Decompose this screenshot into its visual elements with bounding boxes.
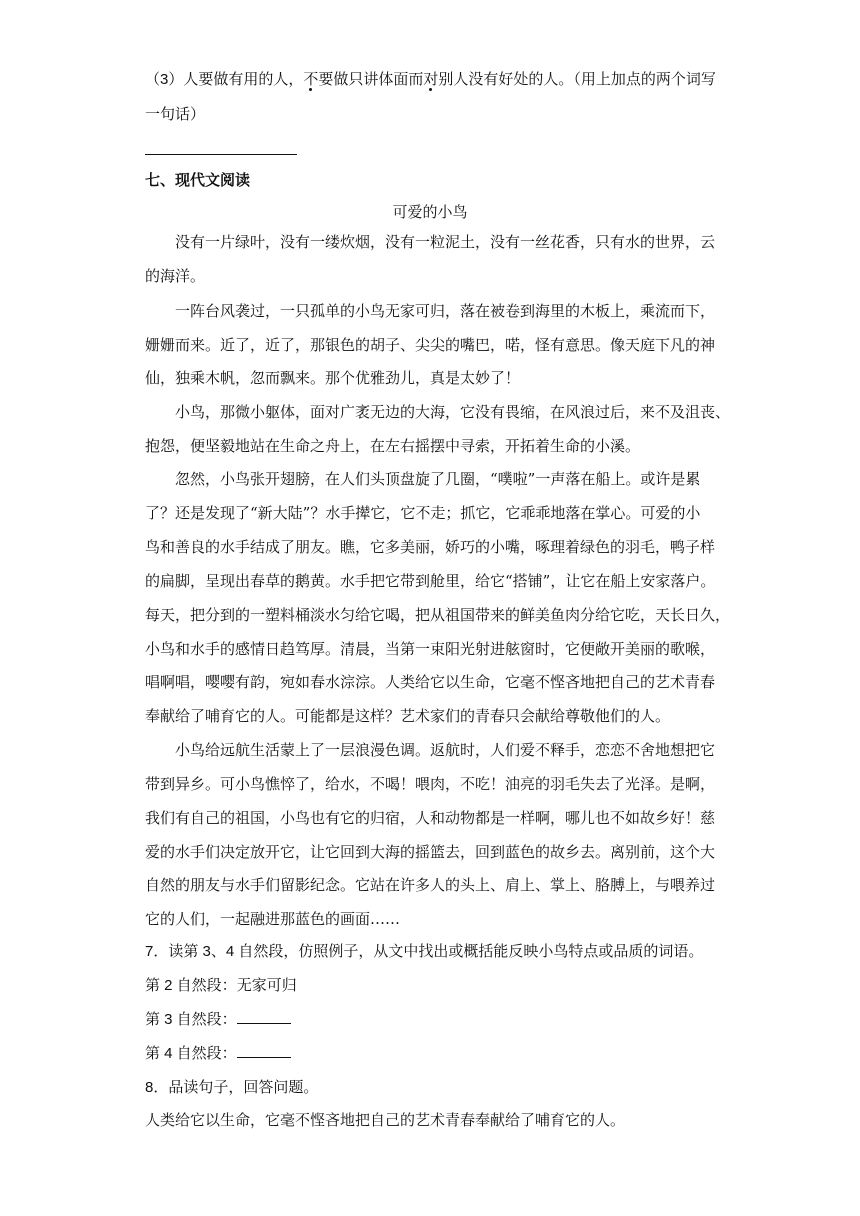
passage-line: 一阵台风袭过，一只孤单的小鸟无家可归，落在被卷到海里的木板上，乘流而下， (175, 302, 716, 320)
passage-line: 的海洋。 (145, 267, 206, 285)
passage-line: 抱怨，便坚毅地站在生命之舟上，在左右摇摆中寻索，开拓着生命的小溪。 (145, 437, 641, 455)
q7-example-answer: 无家可归 (236, 977, 297, 994)
passage-line: 没有一片绿叶，没有一缕炊烟，没有一粒泥土，没有一丝花香，只有水的世界，云 (175, 233, 716, 251)
passage-line: 忽然，小鸟张开翅膀，在人们头顶盘旋了几圈，“噗啦”一声落在船上。或许是累 (175, 470, 701, 488)
passage-title: 可爱的小鸟 (392, 203, 468, 221)
q7-example-label: 第 2 自然段： (145, 977, 237, 994)
q3-dotted-word-1: 不 (303, 71, 319, 88)
passage-line: 奉献给了哺育它的人。可能都是这样？艺术家们的青春只会献给尊敬他们的人。 (145, 707, 671, 725)
q7-prompt: 7．读第 3、4 自然段，仿照例子，从文中找出或概括能反映小鸟特点或品质的词语。 (145, 943, 704, 960)
q3-line-2: 一句话） (145, 106, 206, 123)
q3-text-post: 别人没有好处的人。（用上加点的两个词写 (438, 71, 716, 88)
q7-paragraph-3 (145, 1009, 725, 1031)
passage-line: 自然的朋友与水手们留影纪念。它站在许多人的头上、肩上、掌上、胳膊上，与喂养过 (145, 876, 716, 894)
passage-line: 小鸟和水手的感情日趋笃厚。清晨，当第一束阳光射进舷窗时，它便敞开美丽的歌喉， (145, 640, 716, 658)
passage-line: 爱的水手们决定放开它，让它回到大海的摇篮去，回到蓝色的故乡去。离别前，这个大 (145, 843, 716, 861)
q7-p3-label: 第 3 自然段： (145, 1011, 237, 1028)
passage-line: 带到异乡。可小鸟憔悴了，给水，不喝！喂肉，不吃！油亮的羽毛失去了光泽。是啊， (145, 775, 716, 793)
q8-prompt: 8．品读句子，回答问题。 (145, 1079, 319, 1096)
passage-line: 我们有自己的祖国，小鸟也有它的归宿，人和动物都是一样啊，哪儿也不如故乡好！慈 (145, 809, 716, 827)
passage-line: 小鸟给远航生活蒙上了一层浪漫色调。返航时，人们爱不释手，恋恋不舍地想把它 (175, 741, 716, 759)
q3-dotted-word-2: 对 (423, 71, 439, 88)
passage-line: 姗姗而来。近了，近了，那银色的胡子、尖尖的嘴巴，喏，怪有意思。像天庭下凡的神 (145, 336, 716, 354)
q3-text-pre: （3）人要做有用的人， (145, 71, 304, 88)
q3-line-1 (145, 69, 725, 91)
q8-sentence: 人类给它以生命，它毫不悭吝地把自己的艺术青春奉献给了哺育它的人。 (145, 1112, 626, 1129)
q7-example (145, 975, 725, 997)
passage-line: 仙，独乘木帆，忽而飘来。那个优雅劲儿，真是太妙了！ (145, 369, 521, 387)
passage-line: 的扁脚，呈现出春草的鹅黄。水手把它带到舱里，给它“搭铺”，让它在船上安家落户。 (145, 572, 716, 590)
q3-text-mid: 要做只讲体面而 (318, 71, 424, 88)
section-heading: 七、现代文阅读 (145, 172, 251, 189)
passage-line: 了？还是发现了“新大陆”？水手撵它，它不走；抓它，它乖乖地落在掌心。可爱的小 (145, 504, 701, 522)
passage-line: 它的人们，一起融进那蓝色的画面…… (145, 910, 401, 928)
passage-line: 唱啊唱，嘤嘤有韵，宛如春水淙淙。人类给它以生命，它毫不悭吝地把自己的艺术青春 (145, 673, 716, 691)
q7-p4-answer-blank[interactable] (237, 1043, 291, 1058)
passage-line: 小鸟，那微小躯体，面对广袤无边的大海，它没有畏缩，在风浪过后，来不及沮丧、 (175, 403, 731, 421)
q7-p3-answer-blank[interactable] (237, 1009, 291, 1024)
q7-paragraph-4 (145, 1043, 725, 1065)
q3-answer-blank[interactable] (145, 154, 297, 155)
q7-p4-label: 第 4 自然段： (145, 1045, 237, 1062)
passage-line: 鸟和善良的水手结成了朋友。瞧，它多美丽，娇巧的小嘴，啄理着绿色的羽毛，鸭子样 (145, 538, 716, 556)
passage-line: 每天，把分到的一塑料桶淡水匀给它喝，把从祖国带来的鲜美鱼肉分给它吃，天长日久， (145, 606, 731, 624)
